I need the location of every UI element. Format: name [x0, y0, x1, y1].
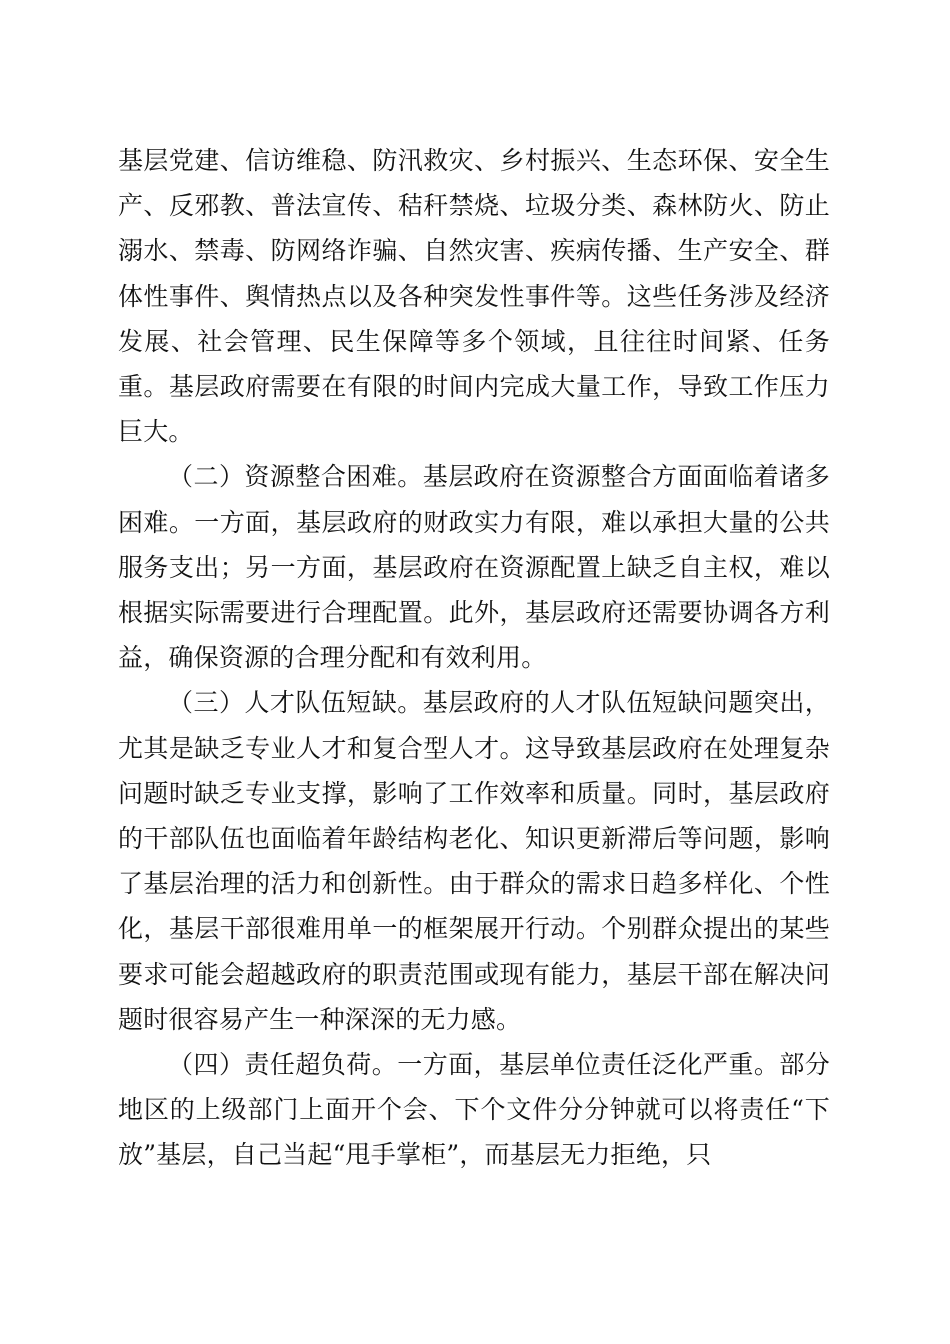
paragraph-talent-shortage: （三）人才队伍短缺。基层政府的人才队伍短缺问题突出，尤其是缺乏专业人才和复合型人才。这导致基层政府在处理复杂问题时缺乏专业支撑，影响了工作效率和质量。同时，基层政府的干部队伍也面临着年龄结构老化、知识更新滞后等问题，影响了基层治理的活力和创新性。由于群众的需求日趋多样化、个性化，基层干部很难用单一的框架展开行动。个别群众提出的某些要求可能会超越政府的职责范围或现有能力，基层干部在解决问题时很容易产生一种深深的无力感。 [118, 688, 830, 1034]
paragraph-resource-integration: （二）资源整合困难。基层政府在资源整合方面面临着诸多困难。一方面，基层政府的财政实力有限，难以承担大量的公共服务支出；另一方面，基层政府在资源配置上缺乏自主权，难以根据实际需要进行合理配置。此外，基层政府还需要协调各方利益，确保资源的合理分配和有效利用。 [118, 462, 830, 673]
paragraph-responsibility-overload: （四）责任超负荷。一方面，基层单位责任泛化严重。部分地区的上级部门上面开个会、下个文件分分钟就可以将责任“下放”基层，自己当起“甩手掌柜”，而基层无力拒绝，只 [118, 1050, 830, 1170]
paragraph-continuation: 基层党建、信访维稳、防汛救灾、乡村振兴、生态环保、安全生产、反邪教、普法宣传、秸秆禁烧、垃圾分类、森林防火、防止溺水、禁毒、防网络诈骗、自然灾害、疾病传播、生产安全、群体性事件、舆情热点以及各种突发性事件等。这些任务涉及经济发展、社会管理、民生保障等多个领域，且往往时间紧、任务重。基层政府需要在有限的时间内完成大量工作，导致工作压力巨大。 [118, 146, 830, 447]
document-body [118, 138, 830, 1178]
